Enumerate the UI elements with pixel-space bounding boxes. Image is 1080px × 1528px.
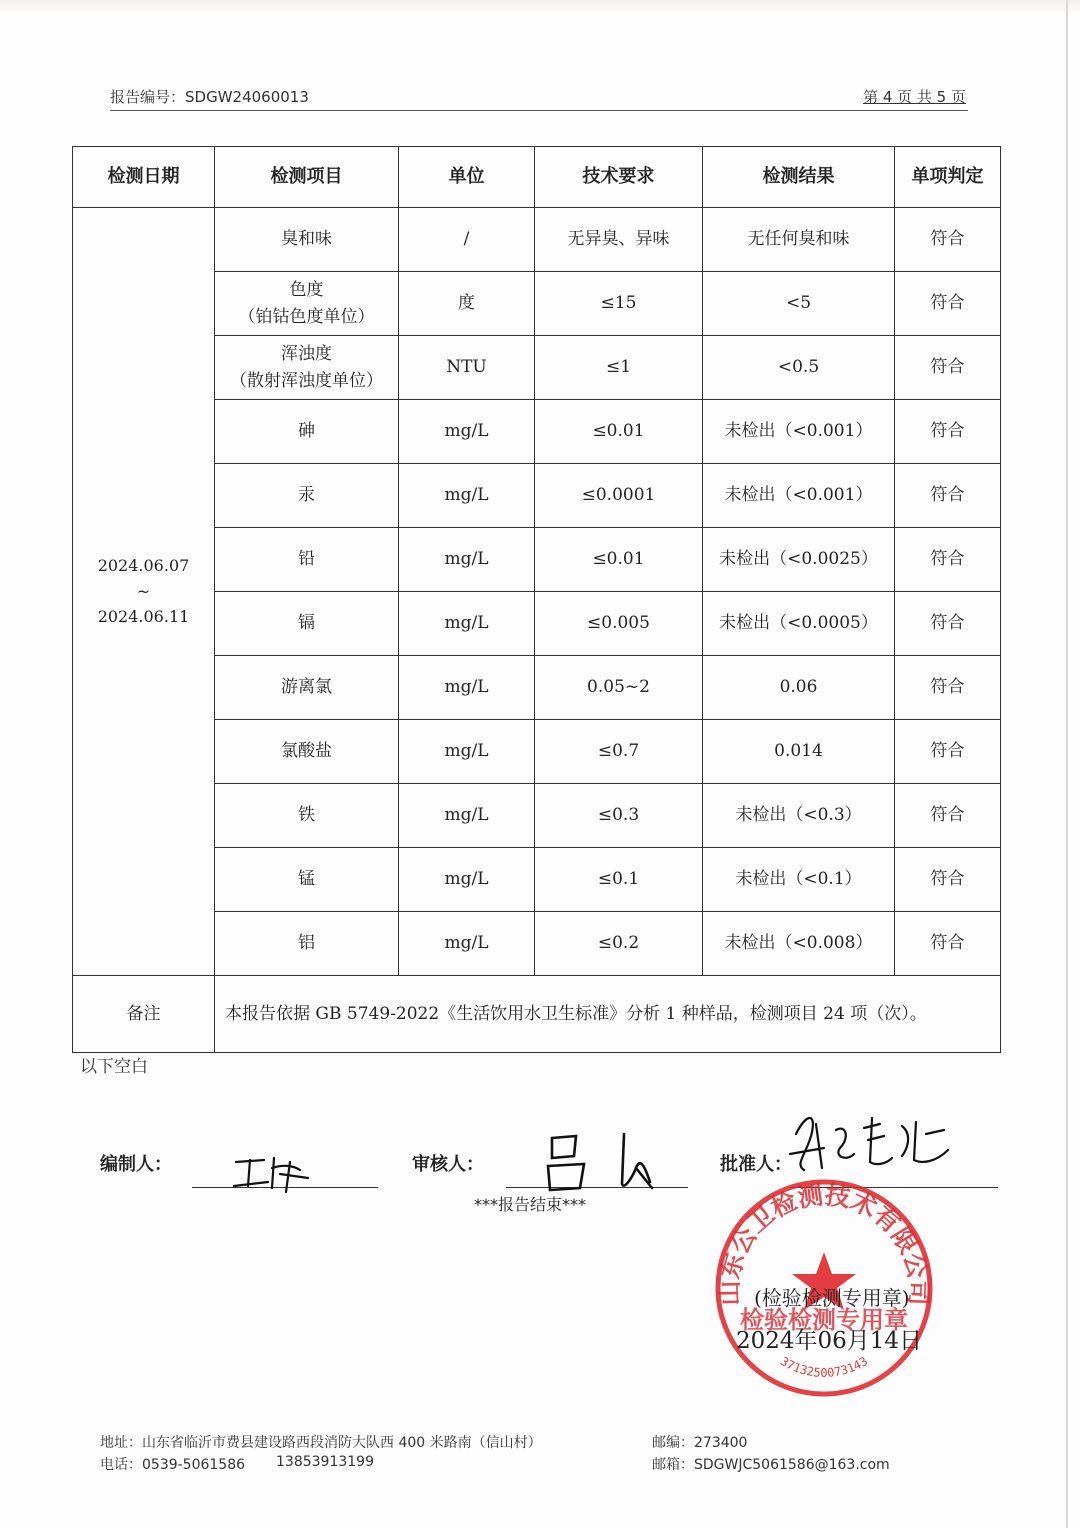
- test-date-range: [73, 208, 215, 976]
- footer-postcode: 邮编：273400: [652, 1435, 748, 1451]
- table-header-row: [73, 147, 1001, 208]
- header-result: 检测结果: [703, 147, 895, 208]
- compiler-signature: [228, 1148, 318, 1194]
- table-row: [73, 208, 1001, 272]
- item-name: 镉: [298, 613, 315, 634]
- cell-unit: mg/L: [399, 848, 535, 912]
- cell-judgement: 符合: [895, 336, 1001, 400]
- header-judgement: 单项判定: [895, 147, 1001, 208]
- cell-unit: mg/L: [399, 400, 535, 464]
- cell-item: [215, 656, 399, 720]
- cell-judgement: 符合: [895, 400, 1001, 464]
- cell-item: [215, 848, 399, 912]
- cell-item: [215, 912, 399, 976]
- approver-label: 批准人：: [720, 1154, 792, 1175]
- cell-unit: mg/L: [399, 912, 535, 976]
- cell-result: 0.06: [703, 656, 895, 720]
- footer-phone: 电话：0539-5061586: [100, 1457, 246, 1473]
- footer-mobile: 13853913199: [276, 1454, 374, 1470]
- page-edge: [1066, 0, 1068, 1528]
- item-unit-note: （散射浑浊度单位）: [230, 370, 383, 391]
- cell-requirement: ≤0.1: [535, 848, 703, 912]
- cell-requirement: 无异臭、异味: [535, 208, 703, 272]
- cell-item: [215, 272, 399, 336]
- cell-requirement: ≤0.3: [535, 784, 703, 848]
- cell-result: 未检出（<0.001）: [703, 400, 895, 464]
- cell-judgement: 符合: [895, 272, 1001, 336]
- item-name: 臭和味: [281, 229, 332, 250]
- test-results-table: [72, 146, 1001, 1053]
- cell-requirement: ≤0.01: [535, 528, 703, 592]
- cell-item: [215, 720, 399, 784]
- cell-item: [215, 336, 399, 400]
- reviewer-label: 审核人：: [412, 1154, 484, 1175]
- cell-judgement: 符合: [895, 208, 1001, 272]
- cell-result: <5: [703, 272, 895, 336]
- cell-judgement: 符合: [895, 784, 1001, 848]
- header-unit: 单位: [399, 147, 535, 208]
- cell-requirement: ≤0.0001: [535, 464, 703, 528]
- cell-judgement: 符合: [895, 592, 1001, 656]
- cell-unit: NTU: [399, 336, 535, 400]
- page-info: 第 4 页 共 5 页: [863, 88, 966, 106]
- cell-unit: mg/L: [399, 464, 535, 528]
- svg-text:山东公卫检测技术有限公司: 山东公卫检测技术有限公司: [714, 1180, 934, 1306]
- header-rule: [110, 110, 968, 111]
- report-end-marker: ***报告结束***: [474, 1195, 587, 1214]
- item-name: 汞: [298, 485, 315, 506]
- cell-unit: mg/L: [399, 784, 535, 848]
- cell-judgement: 符合: [895, 720, 1001, 784]
- item-name: 铁: [298, 805, 315, 826]
- cell-item: [215, 464, 399, 528]
- cell-result: 无任何臭和味: [703, 208, 895, 272]
- footer-email: 邮箱：SDGWJC5061586@163.com: [652, 1457, 890, 1473]
- cell-judgement: 符合: [895, 848, 1001, 912]
- cell-result: 未检出（<0.0025）: [703, 528, 895, 592]
- header-requirement: 技术要求: [535, 147, 703, 208]
- item-name: 铝: [298, 933, 315, 954]
- cell-unit: mg/L: [399, 720, 535, 784]
- cell-requirement: ≤0.005: [535, 592, 703, 656]
- cell-item: [215, 528, 399, 592]
- cell-unit: /: [399, 208, 535, 272]
- cell-unit: mg/L: [399, 528, 535, 592]
- item-name: 砷: [298, 421, 315, 442]
- cell-item: [215, 400, 399, 464]
- cell-requirement: ≤0.01: [535, 400, 703, 464]
- cell-requirement: ≤15: [535, 272, 703, 336]
- item-name: 游离氯: [281, 677, 332, 698]
- cell-requirement: ≤0.7: [535, 720, 703, 784]
- cell-requirement: ≤0.2: [535, 912, 703, 976]
- remark-text: 本报告依据 GB 5749-2022《生活饮用水卫生标准》分析 1 种样品，检测项目 24 项（次）。: [215, 976, 1001, 1053]
- footer-address: 地址：山东省临沂市费县建设路西段消防大队西 400 米路南（信山村）: [100, 1435, 542, 1451]
- item-name: 铅: [298, 549, 315, 570]
- svg-text:3713250073143: 3713250073143: [777, 1354, 871, 1380]
- item-unit-note: （铂钴色度单位）: [238, 306, 375, 327]
- date-start: 2024.06.07: [97, 556, 190, 576]
- compiler-label: 编制人：: [100, 1154, 172, 1175]
- date-sep: ~: [136, 581, 151, 601]
- cell-item: [215, 208, 399, 272]
- cell-result: 0.014: [703, 720, 895, 784]
- cell-judgement: 符合: [895, 656, 1001, 720]
- cell-result: 未检出（<0.1）: [703, 848, 895, 912]
- blank-below-note: 以下空白: [80, 1057, 148, 1077]
- cell-item: [215, 784, 399, 848]
- svg-text:检验检测专用章: 检验检测专用章: [740, 1306, 908, 1334]
- remark-label: 备注: [73, 976, 215, 1053]
- item-name: 色度: [289, 280, 324, 301]
- header-test-item: 检测项目: [215, 147, 399, 208]
- item-name: 氯酸盐: [281, 741, 332, 762]
- approval-seal-label: (检验检测专用章): [754, 1286, 910, 1310]
- cell-unit: 度: [399, 272, 535, 336]
- cell-result: 未检出（<0.008）: [703, 912, 895, 976]
- approver-signature: [776, 1104, 966, 1184]
- cell-judgement: 符合: [895, 528, 1001, 592]
- report-number: 报告编号：SDGW24060013: [110, 88, 309, 106]
- cell-unit: mg/L: [399, 592, 535, 656]
- reviewer-signature: [540, 1128, 670, 1194]
- approval-date: 2024年06月14日: [736, 1328, 923, 1354]
- cell-judgement: 符合: [895, 912, 1001, 976]
- item-name: 锰: [298, 869, 315, 890]
- cell-requirement: 0.05~2: [535, 656, 703, 720]
- cell-unit: mg/L: [399, 656, 535, 720]
- remark-row: [73, 976, 1001, 1053]
- item-name: 浑浊度: [281, 344, 332, 365]
- cell-result: 未检出（<0.0005）: [703, 592, 895, 656]
- cell-result: 未检出（<0.001）: [703, 464, 895, 528]
- cell-result: <0.5: [703, 336, 895, 400]
- cell-result: 未检出（<0.3）: [703, 784, 895, 848]
- cell-judgement: 符合: [895, 464, 1001, 528]
- date-end: 2024.06.11: [97, 607, 190, 627]
- cell-item: [215, 592, 399, 656]
- header-test-date: 检测日期: [73, 147, 215, 208]
- cell-requirement: ≤1: [535, 336, 703, 400]
